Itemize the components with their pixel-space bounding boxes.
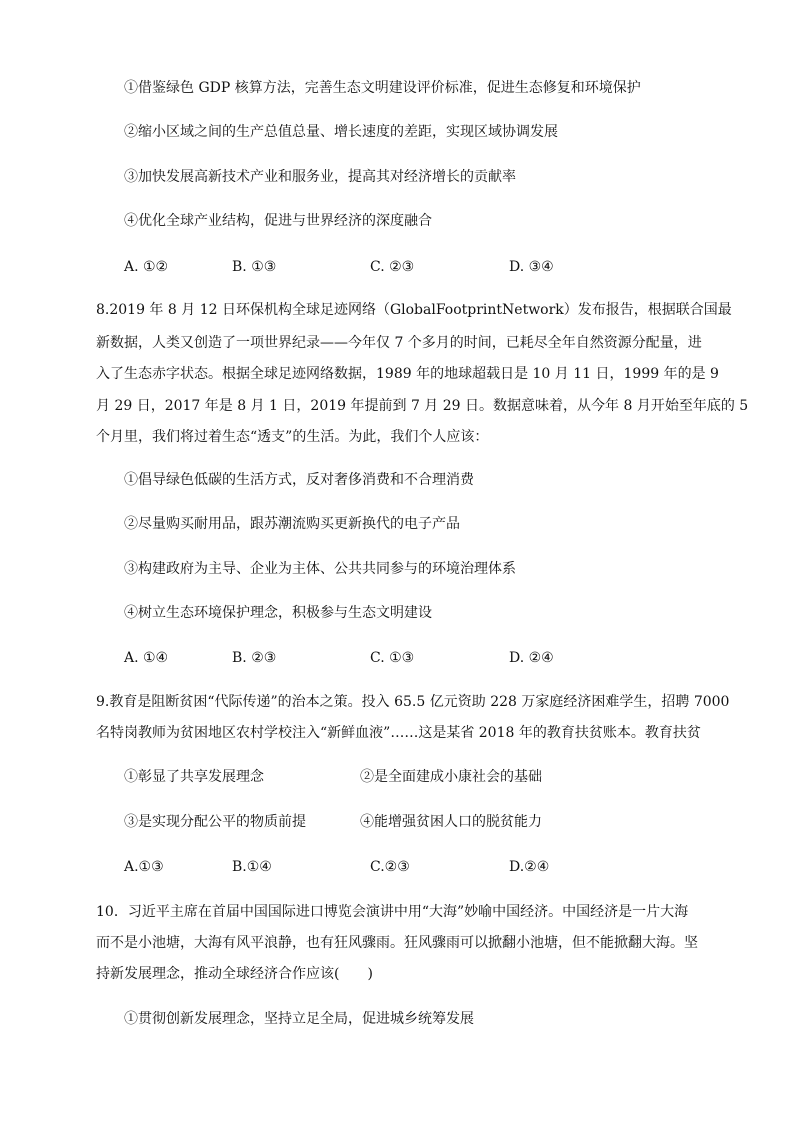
q7-option-c: C. ②③ [370,259,415,275]
q8-item-2: ②尽量购买耐用品，跟苏潮流购买更新换代的电子产品 [124,516,460,532]
q9-stem-line: 9.教育是阻断贫困“代际传递”的治本之策。投入 65.5 亿元资助 228 万家庭经济困难学生，招聘 7000 [96,694,730,710]
q8-option-b: B. ②③ [232,650,277,666]
q9-option-a: A.①③ [124,859,164,875]
q9-item-2: ②是全面建成小康社会的基础 [360,769,542,785]
q7-option-a: A. ①② [124,259,169,275]
q9-option-c: C.②③ [370,859,410,875]
q8-stem-line: 月 29 日，2017 年是 8 月 1 日，2019 年提前到 7 月 29 日。数据意味着，从今年 8 月开始至年底的 5 [96,398,749,414]
q9-item-3: ③是实现分配公平的物质前提 [124,814,306,830]
q7-item-1: ①借鉴绿色 GDP 核算方法，完善生态文明建设评价标准，促进生态修复和环境保护 [124,80,641,96]
q10-item-1: ①贯彻创新发展理念，坚持立足全局，促进城乡统筹发展 [124,1011,474,1027]
q9-item-4: ④能增强贫困人口的脱贫能力 [360,814,542,830]
q8-option-d: D. ②④ [509,650,554,666]
q8-option-c: C. ①③ [370,650,415,666]
q8-stem-line: 个月里，我们将过着生态“透支”的生活。为此，我们个人应该： [96,429,489,445]
q7-option-d: D. ③④ [509,259,554,275]
q8-item-3: ③构建政府为主导、企业为主体、公共共同参与的环境治理体系 [124,561,516,577]
q8-stem-line: 8.2019 年 8 月 12 日环保机构全球足迹网络（GlobalFootprintNetwork）发布报告，根据联合国最 [96,302,732,318]
q10-stem-line: 10．习近平主席在首届中国国际进口博览会演讲中用“大海”妙喻中国经济。中国经济是一片大海 [96,904,689,920]
q9-option-b: B.①④ [232,859,272,875]
q7-item-2: ②缩小区域之间的生产总值总量、增长速度的差距，实现区域协调发展 [124,124,558,140]
q8-item-4: ④树立生态环境保护理念，积极参与生态文明建设 [124,605,432,621]
q8-option-a: A. ①④ [124,650,169,666]
q9-stem-line: 名特岗教师为贫困地区农村学校注入“新鲜血液”……这是某省 2018 年的教育扶贫账本。教育扶贫 [96,725,701,741]
q8-stem-line: 新数据，人类又创造了一项世界纪录——今年仅 7 个多月的时间，已耗尽全年自然资源分配量，进 [96,335,702,351]
q9-option-d: D.②④ [509,859,550,875]
q9-item-1: ①彰显了共享发展理念 [124,769,264,785]
q8-item-1: ①倡导绿色低碳的生活方式，反对奢侈消费和不合理消费 [124,472,474,488]
q7-item-3: ③加快发展高新技术产业和服务业，提高其对经济增长的贡献率 [124,169,516,185]
q7-option-b: B. ①③ [232,259,277,275]
q10-stem-line: 持新发展理念，推动全球经济合作应该( ) [96,966,373,982]
q8-stem-line: 入了生态赤字状态。根据全球足迹网络数据，1989 年的地球超载日是 10 月 11 日，1999 年的是 9 [96,366,719,382]
q7-item-4: ④优化全球产业结构，促进与世界经济的深度融合 [124,213,432,229]
q10-stem-line: 而不是小池塘，大海有风平浪静，也有狂风骤雨。狂风骤雨可以掀翻小池塘，但不能掀翻大海。坚 [96,935,698,951]
